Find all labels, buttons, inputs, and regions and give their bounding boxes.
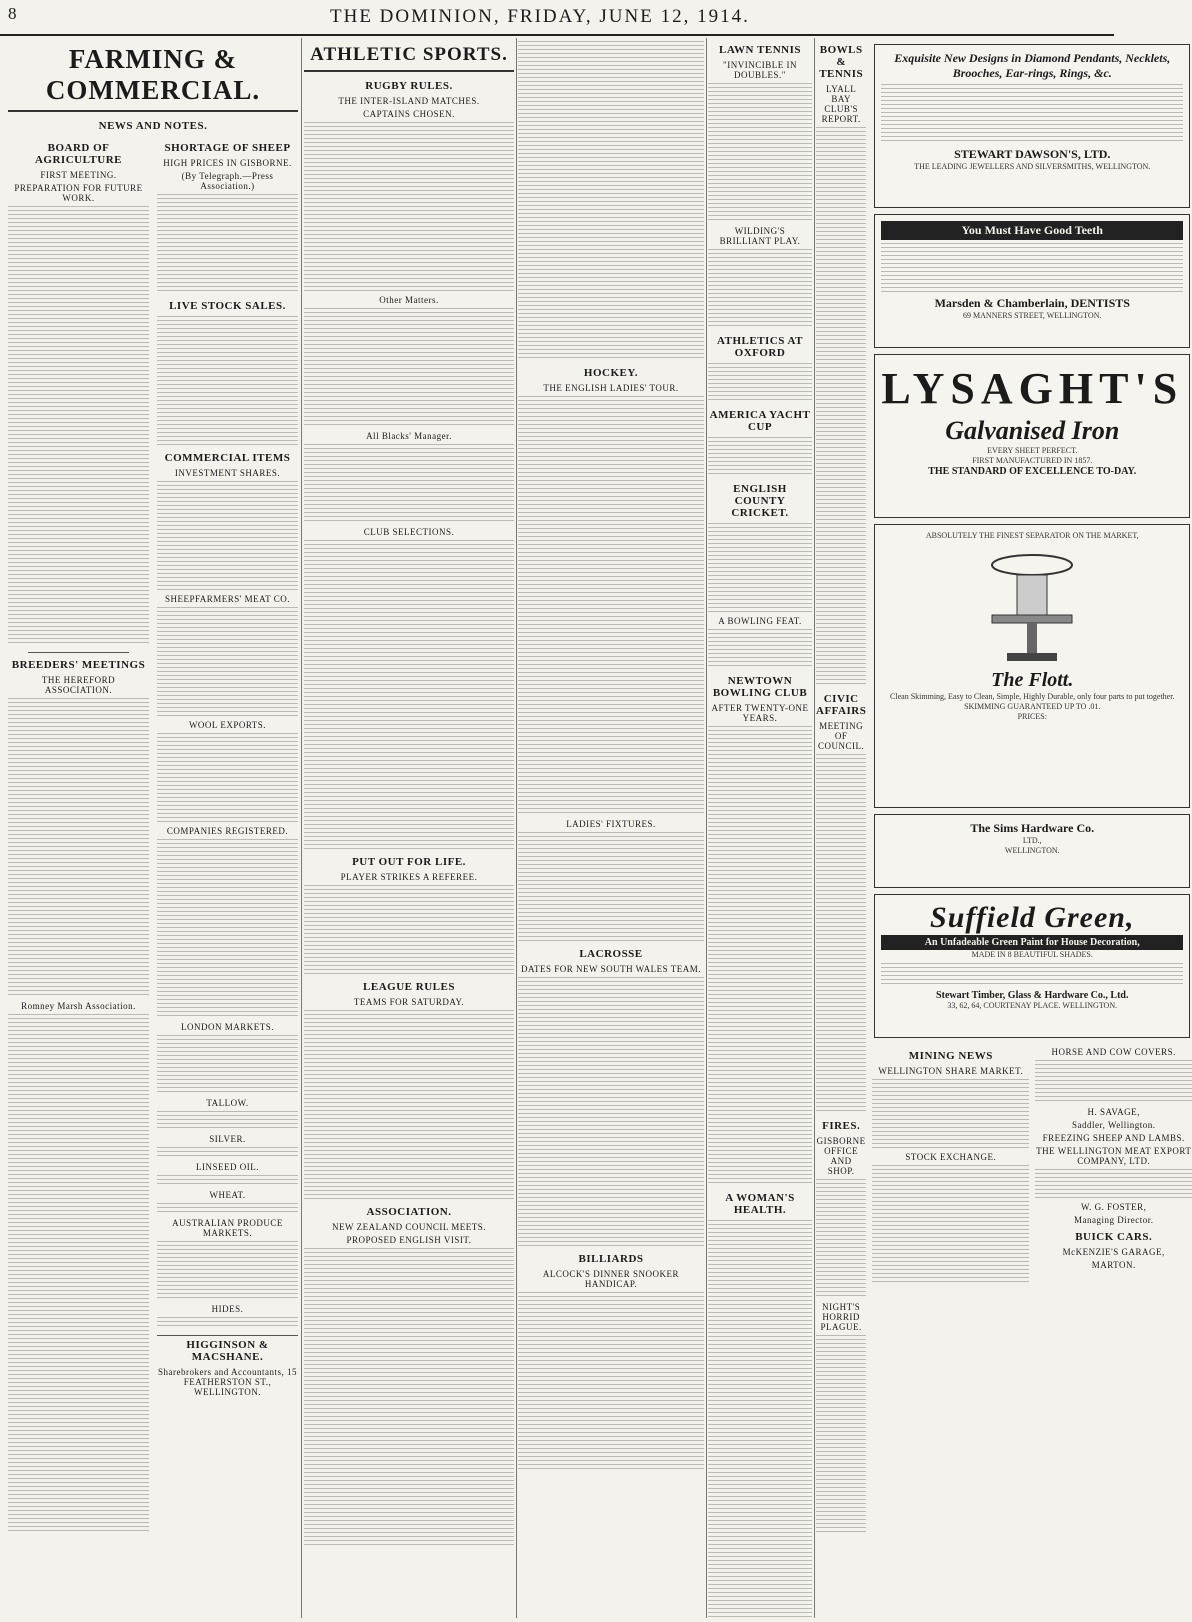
advert-flott <box>874 524 1190 808</box>
advert-sims-city: WELLINGTON. <box>1004 846 1060 855</box>
advert-lysaght-sub1: EVERY SHEET PERFECT. <box>987 446 1078 455</box>
subhead: TEAMS FOR SATURDAY. <box>353 997 465 1007</box>
headline-billiards: BILLIARDS <box>578 1253 644 1265</box>
article-text <box>304 540 514 850</box>
advert-flott-skim: SKIMMING GUARANTEED UP TO .01. <box>964 702 1101 711</box>
advert-marton: MARTON. <box>1091 1260 1136 1270</box>
article-text <box>872 1165 1029 1285</box>
article-text <box>1035 1169 1192 1199</box>
byline: (By Telegraph.—Press Association.) <box>181 171 274 191</box>
article-text <box>157 316 298 446</box>
advert-stewart-timber: Stewart Timber, Glass & Hardware Co., Ltd. <box>936 990 1129 1001</box>
article-text <box>708 437 812 477</box>
article-text <box>157 1203 298 1215</box>
advert-suffield <box>874 894 1190 1038</box>
advert-text <box>881 243 1183 293</box>
section-title-farming: FARMING & COMMERCIAL. <box>8 44 298 112</box>
advert-marsden-address: 69 MANNERS STREET, WELLINGTON. <box>963 311 1102 320</box>
subhead: Other Matters. <box>379 295 439 305</box>
headline-county-cricket: ENGLISH COUNTY CRICKET. <box>731 483 789 519</box>
page-number: 8 <box>8 4 17 23</box>
advert-suffield-made: MADE IN 8 BEAUTIFUL SHADES. <box>971 950 1093 959</box>
subhead: PLAYER STRIKES A REFEREE. <box>340 872 478 882</box>
column-ads <box>816 38 1192 1618</box>
column-farming <box>8 38 298 1618</box>
subhead: WOOL EXPORTS. <box>188 720 267 730</box>
article-text <box>872 1079 1029 1149</box>
article-text <box>518 396 704 816</box>
subhead: TALLOW. <box>206 1098 249 1108</box>
headline-america: AMERICA YACHT CUP <box>709 409 811 433</box>
advert-lysaght <box>874 354 1190 518</box>
article-text <box>157 1317 298 1329</box>
headline-breeders: BREEDERS' MEETINGS <box>11 659 146 671</box>
article-text <box>8 698 149 998</box>
headline-civic: CIVIC AFFAIRS <box>816 693 867 717</box>
advert-marsden-name: Marsden & Chamberlain, DENTISTS <box>934 296 1130 310</box>
subhead: GISBORNE OFFICE AND SHOP. <box>816 1136 866 1176</box>
article-text <box>518 977 704 1247</box>
subhead: FIRST MEETING. <box>40 170 117 180</box>
advert-higginson-sub: Sharebrokers and Accountants, 15 FEATHERSTON ST., WELLINGTON. <box>158 1367 297 1397</box>
subhead: HIDES. <box>211 1304 244 1314</box>
advert-flott-desc: Clean Skimming, Easy to Clean, Simple, Highly Durable, only four parts to put together. <box>890 692 1175 701</box>
headline-bowls: BOWLS & TENNIS <box>819 44 864 80</box>
subhead: RUGBY RULES. <box>365 80 453 92</box>
subhead: THE INTER-ISLAND MATCHES. <box>338 96 480 106</box>
headline-commercial: COMMERCIAL ITEMS <box>164 452 291 464</box>
advert-flott-intro: ABSOLUTELY THE FINEST SEPARATOR ON THE MARKET, <box>925 531 1139 540</box>
subhead: ASSOCIATION. <box>366 1206 452 1218</box>
article-text <box>708 83 812 223</box>
headline-lawn-tennis: LAWN TENNIS <box>718 44 802 56</box>
column-rule <box>301 38 302 1618</box>
headline-womans-health: A WOMAN'S HEALTH. <box>725 1192 795 1216</box>
subhead: INVESTMENT SHARES. <box>174 468 281 478</box>
subhead: LYALL BAY CLUB'S REPORT. <box>821 84 861 124</box>
subhead: FREEZING SHEEP AND LAMBS. <box>1042 1133 1185 1143</box>
masthead <box>0 0 1114 36</box>
column-rule <box>814 38 815 1618</box>
article-text <box>157 481 298 591</box>
advert-savage: H. SAVAGE, <box>1087 1107 1140 1117</box>
advert-lysaght-standard: THE STANDARD OF EXCELLENCE TO-DAY. <box>928 466 1137 477</box>
article-text <box>157 839 298 1019</box>
article-text <box>708 249 812 329</box>
article-text <box>1035 1060 1192 1104</box>
advert-higginson: HIGGINSON & MACSHANE. <box>157 1335 298 1363</box>
article-text <box>816 1179 866 1299</box>
article-text <box>816 127 866 687</box>
subhead: LADIES' FIXTURES. <box>566 819 656 829</box>
advert-lysaght-sub2: FIRST MANUFACTURED IN 1857. <box>972 456 1093 465</box>
article-text <box>157 607 298 717</box>
subhead: WHEAT. <box>209 1190 246 1200</box>
headline-fires: FIRES. <box>822 1120 861 1132</box>
subhead: A BOWLING FEAT. <box>718 616 802 626</box>
advert-marsden <box>874 214 1190 348</box>
subhead: "INVINCIBLE IN DOUBLES." <box>723 60 797 80</box>
advert-dawson-sub: THE LEADING JEWELLERS AND SILVERSMITHS, WELLINGTON. <box>914 162 1151 171</box>
subhead: LINSEED OIL. <box>196 1162 259 1172</box>
subhead: WELLINGTON SHARE MARKET. <box>878 1066 1024 1076</box>
subhead: HORSE AND COW COVERS. <box>1051 1047 1176 1057</box>
advert-lysaght-product: Galvanised Iron <box>945 416 1120 445</box>
article-text <box>304 444 514 524</box>
article-text <box>157 1111 298 1131</box>
article-text <box>816 1335 866 1535</box>
subhead: HIGH PRICES IN GISBORNE. <box>163 158 292 168</box>
article-text <box>157 1035 298 1095</box>
column-rule <box>516 38 517 1618</box>
advert-flott-prices: PRICES: <box>1017 712 1047 721</box>
headline-live-stock: LIVE STOCK SALES. <box>169 300 286 312</box>
advert-dawson-headline: Exquisite New Designs in Diamond Pendants, Necklets, Brooches, Ear-rings, Rings, &c. <box>894 51 1171 80</box>
subhead: AUSTRALIAN PRODUCE MARKETS. <box>172 1218 283 1238</box>
subhead: SILVER. <box>209 1134 246 1144</box>
subhead: NIGHT'S HORRID PLAGUE. <box>820 1302 862 1332</box>
subhead: LEAGUE RULES <box>363 981 455 993</box>
advert-sims-name: The Sims Hardware Co. <box>970 821 1095 835</box>
advert-saddler: Saddler, Wellington. <box>1071 1120 1156 1130</box>
advert-lysaght-name: LYSAGHT'S <box>881 364 1184 413</box>
advert-dawson-name: STEWART DAWSON'S, LTD. <box>954 147 1111 161</box>
article-text <box>304 1010 514 1200</box>
section-title-athletic: ATHLETIC SPORTS. <box>304 44 514 72</box>
headline-board-of-agriculture: BOARD OF AGRICULTURE <box>34 142 122 166</box>
advert-stewart-dawson <box>874 44 1190 208</box>
column-sports-2 <box>518 38 704 1618</box>
divider <box>28 652 129 653</box>
advert-buick: BUICK CARS. <box>1075 1231 1153 1243</box>
subhead: CLUB SELECTIONS. <box>363 527 455 537</box>
headline-lacrosse: LACROSSE <box>579 948 643 960</box>
article-text <box>8 206 149 646</box>
article-text <box>304 308 514 428</box>
column-rule <box>706 38 707 1618</box>
article-text <box>708 363 812 403</box>
article-text <box>304 885 514 975</box>
subhead: MEETING OF COUNCIL. <box>818 721 865 751</box>
article-text <box>304 1248 514 1548</box>
subhead: PROPOSED ENGLISH VISIT. <box>346 1235 472 1245</box>
article-text <box>157 1147 298 1159</box>
subhead: PUT OUT FOR LIFE. <box>352 856 466 868</box>
article-text <box>708 523 812 613</box>
article-text <box>708 629 812 669</box>
article-text <box>8 1014 149 1534</box>
subhead: SHEEPFARMERS' MEAT CO. <box>164 594 291 604</box>
advert-teeth-headline: You Must Have Good Teeth <box>881 221 1183 240</box>
column-athletic <box>304 38 514 1618</box>
advert-director: Managing Director. <box>1073 1215 1154 1225</box>
subhead: THE HEREFORD ASSOCIATION. <box>41 675 116 695</box>
subhead: DATES FOR NEW SOUTH WALES TEAM. <box>520 964 701 974</box>
advert-mckenzie: McKENZIE'S GARAGE, <box>1062 1247 1165 1257</box>
masthead-title: THE DOMINION, FRIDAY, JUNE 12, 1914. <box>330 6 750 27</box>
article-text <box>708 726 812 1186</box>
advert-porter: W. G. FOSTER, <box>1081 1202 1147 1212</box>
advert-sims <box>874 814 1190 888</box>
article-text <box>518 832 704 942</box>
headline-athletics: ATHLETICS AT OXFORD <box>717 335 803 359</box>
advert-suffield-sub: An Unfadeable Green Paint for House Decoration, <box>881 935 1183 950</box>
subhead: ALCOCK'S DINNER SNOOKER HANDICAP. <box>542 1269 680 1289</box>
headline-newtown: NEWTOWN BOWLING CLUB <box>712 675 808 699</box>
article-text <box>157 733 298 823</box>
article-text <box>816 754 866 1114</box>
subhead: AFTER TWENTY-ONE YEARS. <box>711 703 809 723</box>
headline-mining: MINING NEWS <box>908 1050 993 1062</box>
subhead: COMPANIES REGISTERED. <box>166 826 289 836</box>
headline-shortage-of-sheep: SHORTAGE OF SHEEP <box>164 142 291 154</box>
subhead: All Blacks' Manager. <box>366 431 452 441</box>
advert-sims-ltd: LTD., <box>1022 836 1042 845</box>
subhead: CAPTAINS CHOSEN. <box>363 109 455 119</box>
article-text <box>518 41 704 361</box>
subhead: Romney Marsh Association. <box>21 1001 136 1011</box>
separator-illustration <box>972 545 1092 665</box>
column-sports-3 <box>708 38 812 1618</box>
advert-stewart-address: 33, 62, 64, COURTENAY PLACE. WELLINGTON. <box>947 1001 1118 1010</box>
subhead: WILDING'S BRILLIANT PLAY. <box>719 226 801 246</box>
article-text <box>304 122 514 292</box>
article-text <box>157 1175 298 1187</box>
subhead: STOCK EXCHANGE. <box>905 1152 997 1162</box>
subhead: NEW ZEALAND COUNCIL MEETS. <box>332 1222 486 1232</box>
subhead: THE ENGLISH LADIES' TOUR. <box>543 383 679 393</box>
article-text <box>708 1220 812 1620</box>
article-text <box>157 194 298 294</box>
article-text <box>518 1292 704 1472</box>
section-subtitle: NEWS AND NOTES. <box>98 120 208 132</box>
advert-meat-export: THE WELLINGTON MEAT EXPORT COMPANY, LTD. <box>1036 1146 1192 1166</box>
advert-suffield-name: Suffield Green, <box>930 901 1135 934</box>
advert-flott-name: The Flott. <box>991 669 1074 691</box>
headline-hockey: HOCKEY. <box>583 367 639 379</box>
advert-text <box>881 963 1183 987</box>
article-text <box>157 1241 298 1301</box>
advert-text <box>881 84 1183 144</box>
subhead: PREPARATION FOR FUTURE WORK. <box>14 183 143 203</box>
subhead: LONDON MARKETS. <box>181 1022 274 1032</box>
